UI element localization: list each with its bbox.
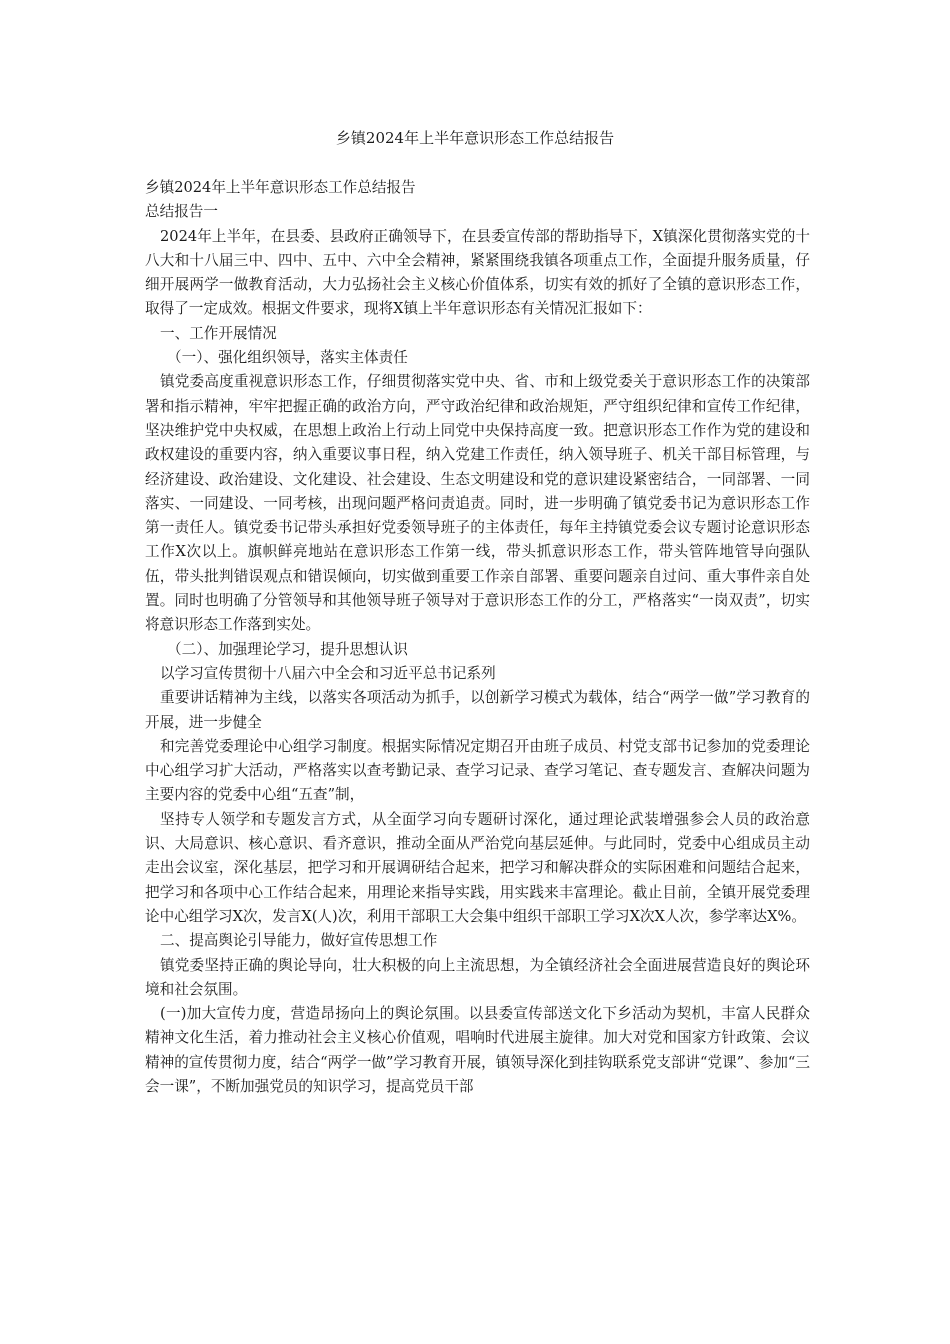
paragraph-organization: 镇党委高度重视意识形态工作，仔细贯彻落实党中央、省、市和上级党委关于意识形态工作的决策部署和指示精神，牢牢把握正确的政治方向，严守政治纪律和政治规矩，严守组织纪律和宣传工作纪律，坚决维护党中央权威，在思想上政治上行动上同党中央保持高度一致。把意识形态工作作为党的建设和政权建设的重要内容，纳入重要议事日程，纳入党建工作责任，纳入领导班子、机关干部目标管理，与经济建设、政治建设、文化建设、社会建设、生态文明建设和党的意识建设紧密结合，一同部署、一同落实、一同建设、一同考核，出现问题严格问责追责。同时，进一步明确了镇党委书记为意识形态工作第一责任人。镇党委书记带头承担好党委领导班子的主体责任，每年主持镇党委会议专题讨论意识形态工作X次以上。旗帜鲜亮地站在意识形态工作第一线，带头抓意识形态工作，带头管阵地管导向强队伍，带头批判错误观点和错误倾向，切实做到重要工作亲自部署、重要问题亲自过问、重大事件亲自处置。同时也明确了分管领导和其他领导班子领导对于意识形态工作的分工，严格落实“一岗双责”，切实将意识形态工作落到实处。: [145, 373, 810, 634]
paragraph-study-4: 坚持专人领学和专题发言方式，从全面学习向专题研讨深化，通过理论武装增强参会人员的政治意识、大局意识、核心意识、看齐意识，推动全面从严治党向基层延伸。与此同时，党委中心组成员主动走出会议室，深化基层，把学习和开展调研结合起来，把学习和解决群众的实际困难和问题结合起来，把学习和各项中心工作结合起来，用理论来指导实践，用实践来丰富理论。截止目前，全镇开展党委理论中心组学习X次，发言X(人)次，利用干部职工大会集中组织干部职工学习X次X人次，参学率达X%。: [145, 810, 810, 925]
section-heading-1: 一、工作开展情况: [160, 324, 277, 342]
paragraph-publicity: (一)加大宣传力度，营造昂扬向上的舆论氛围。以县委宣传部送文化下乡活动为契机，丰富人民群众精神文化生活，着力推动社会主义核心价值观，唱响时代进展主旋律。加大对党和国家方针政策、会议精神的宣传贯彻力度，结合“两学一做”学习教育开展，镇领导深化到挂钩联系党支部讲“党课”、参加“三会一课”，不断加强党员的知识学习，提高党员干部: [145, 1005, 810, 1095]
document-title: 乡镇2024年上半年意识形态工作总结报告: [335, 129, 615, 147]
paragraph-study-3: 和完善党委理论中心组学习制度。根据实际情况定期召开由班子成员、村党支部书记参加的党委理论中心组学习扩大活动，严格落实以查考勤记录、查学习记录、查学习笔记、查专题发言、查解决问题为主要内容的党委中心组“五查”制，: [145, 737, 810, 804]
paragraph-study-1: 以学习宣传贯彻十八届六中全会和习近平总书记系列: [160, 664, 496, 682]
paragraph-study-2: 重要讲话精神为主线，以落实各项活动为抓手，以创新学习模式为载体，结合“两学一做”学习教育的开展，进一步健全: [145, 689, 810, 731]
document-body: [145, 176, 810, 1099]
section-heading-2: 二、提高舆论引导能力，做好宣传思想工作: [160, 932, 438, 950]
paragraph-intro: 2024年上半年，在县委、县政府正确领导下，在县委宣传部的帮助指导下，X镇深化贯彻落实党的十八大和十八届三中、四中、五中、六中全会精神，紧紧围绕我镇各项重点工作，全面提升服务质量，仔细开展两学一做教育活动，大力弘扬社会主义核心价值体系，切实有效的抓好了全镇的意识形态工作，取得了一定成效。根据文件要求，现将X镇上半年意识形态有关情况汇报如下：: [145, 227, 810, 318]
subsection-heading-1: （一）、强化组织领导，落实主体责任: [167, 349, 408, 367]
paragraph-report-label: 总结报告一: [145, 203, 218, 221]
paragraph-public-opinion: 镇党委坚持正确的舆论导向，壮大积极的向上主流思想，为全镇经济社会全面进展营造良好的舆论环境和社会氛围。: [145, 956, 810, 998]
subsection-heading-2: （二）、加强理论学习，提升思想认识: [167, 640, 408, 658]
paragraph-subtitle: 乡镇2024年上半年意识形态工作总结报告: [145, 179, 416, 196]
